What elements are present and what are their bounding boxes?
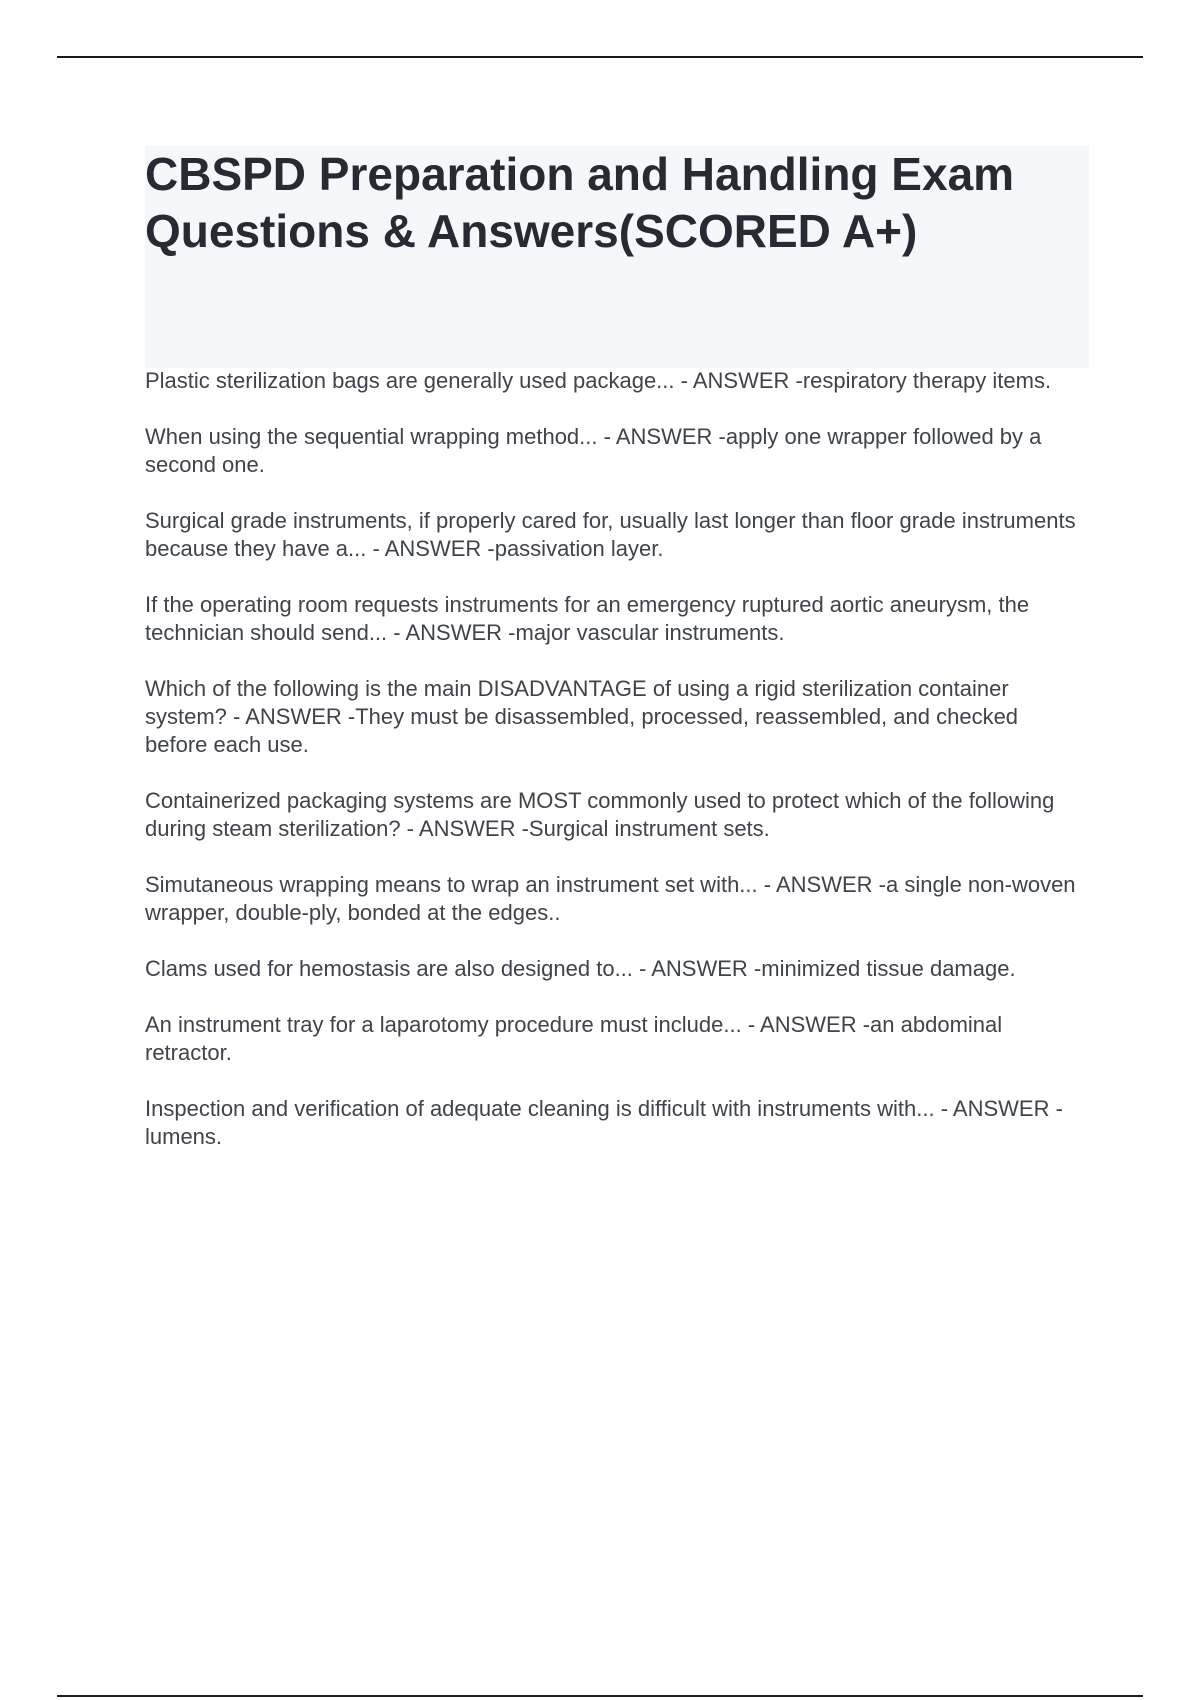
qa-item: Containerized packaging systems are MOST commonly used to protect which of the following during steam sterilization? - ANSWER -Surgical instrument sets.	[145, 788, 1055, 841]
footer-rule	[57, 1695, 1143, 1697]
qa-item: An instrument tray for a laparotomy procedure must include... - ANSWER -an abdominal retractor.	[145, 1012, 1003, 1065]
document-title: CBSPD Preparation and Handling Exam Questions & Answers(SCORED A+)	[145, 148, 1015, 257]
qa-item: Simutaneous wrapping means to wrap an instrument set with... - ANSWER -a single non-woven wrapper, double-ply, bonded at the edges..	[145, 872, 1076, 925]
qa-item: Inspection and verification of adequate cleaning is difficult with instruments with... - ANSWER -lumens.	[145, 1096, 1063, 1149]
qa-item: If the operating room requests instruments for an emergency ruptured aortic aneurysm, the technician should send... - ANSWER -major vascular instruments.	[145, 592, 1030, 645]
qa-item: Clams used for hemostasis are also designed to... - ANSWER -minimized tissue damage.	[145, 956, 1016, 981]
qa-list	[145, 367, 1085, 1179]
title-block	[145, 146, 1089, 368]
qa-item: When using the sequential wrapping method... - ANSWER -apply one wrapper followed by a second one.	[145, 424, 1042, 477]
qa-item: Plastic sterilization bags are generally used package... - ANSWER -respiratory therapy items.	[145, 368, 1052, 393]
qa-item: Surgical grade instruments, if properly cared for, usually last longer than floor grade instruments because they have a... - ANSWER -passivation layer.	[145, 508, 1076, 561]
header-rule	[57, 56, 1143, 58]
qa-item: Which of the following is the main DISADVANTAGE of using a rigid sterilization container system? - ANSWER -They must be disassembled, processed, reassembled, and checked before each use.	[145, 676, 1019, 757]
